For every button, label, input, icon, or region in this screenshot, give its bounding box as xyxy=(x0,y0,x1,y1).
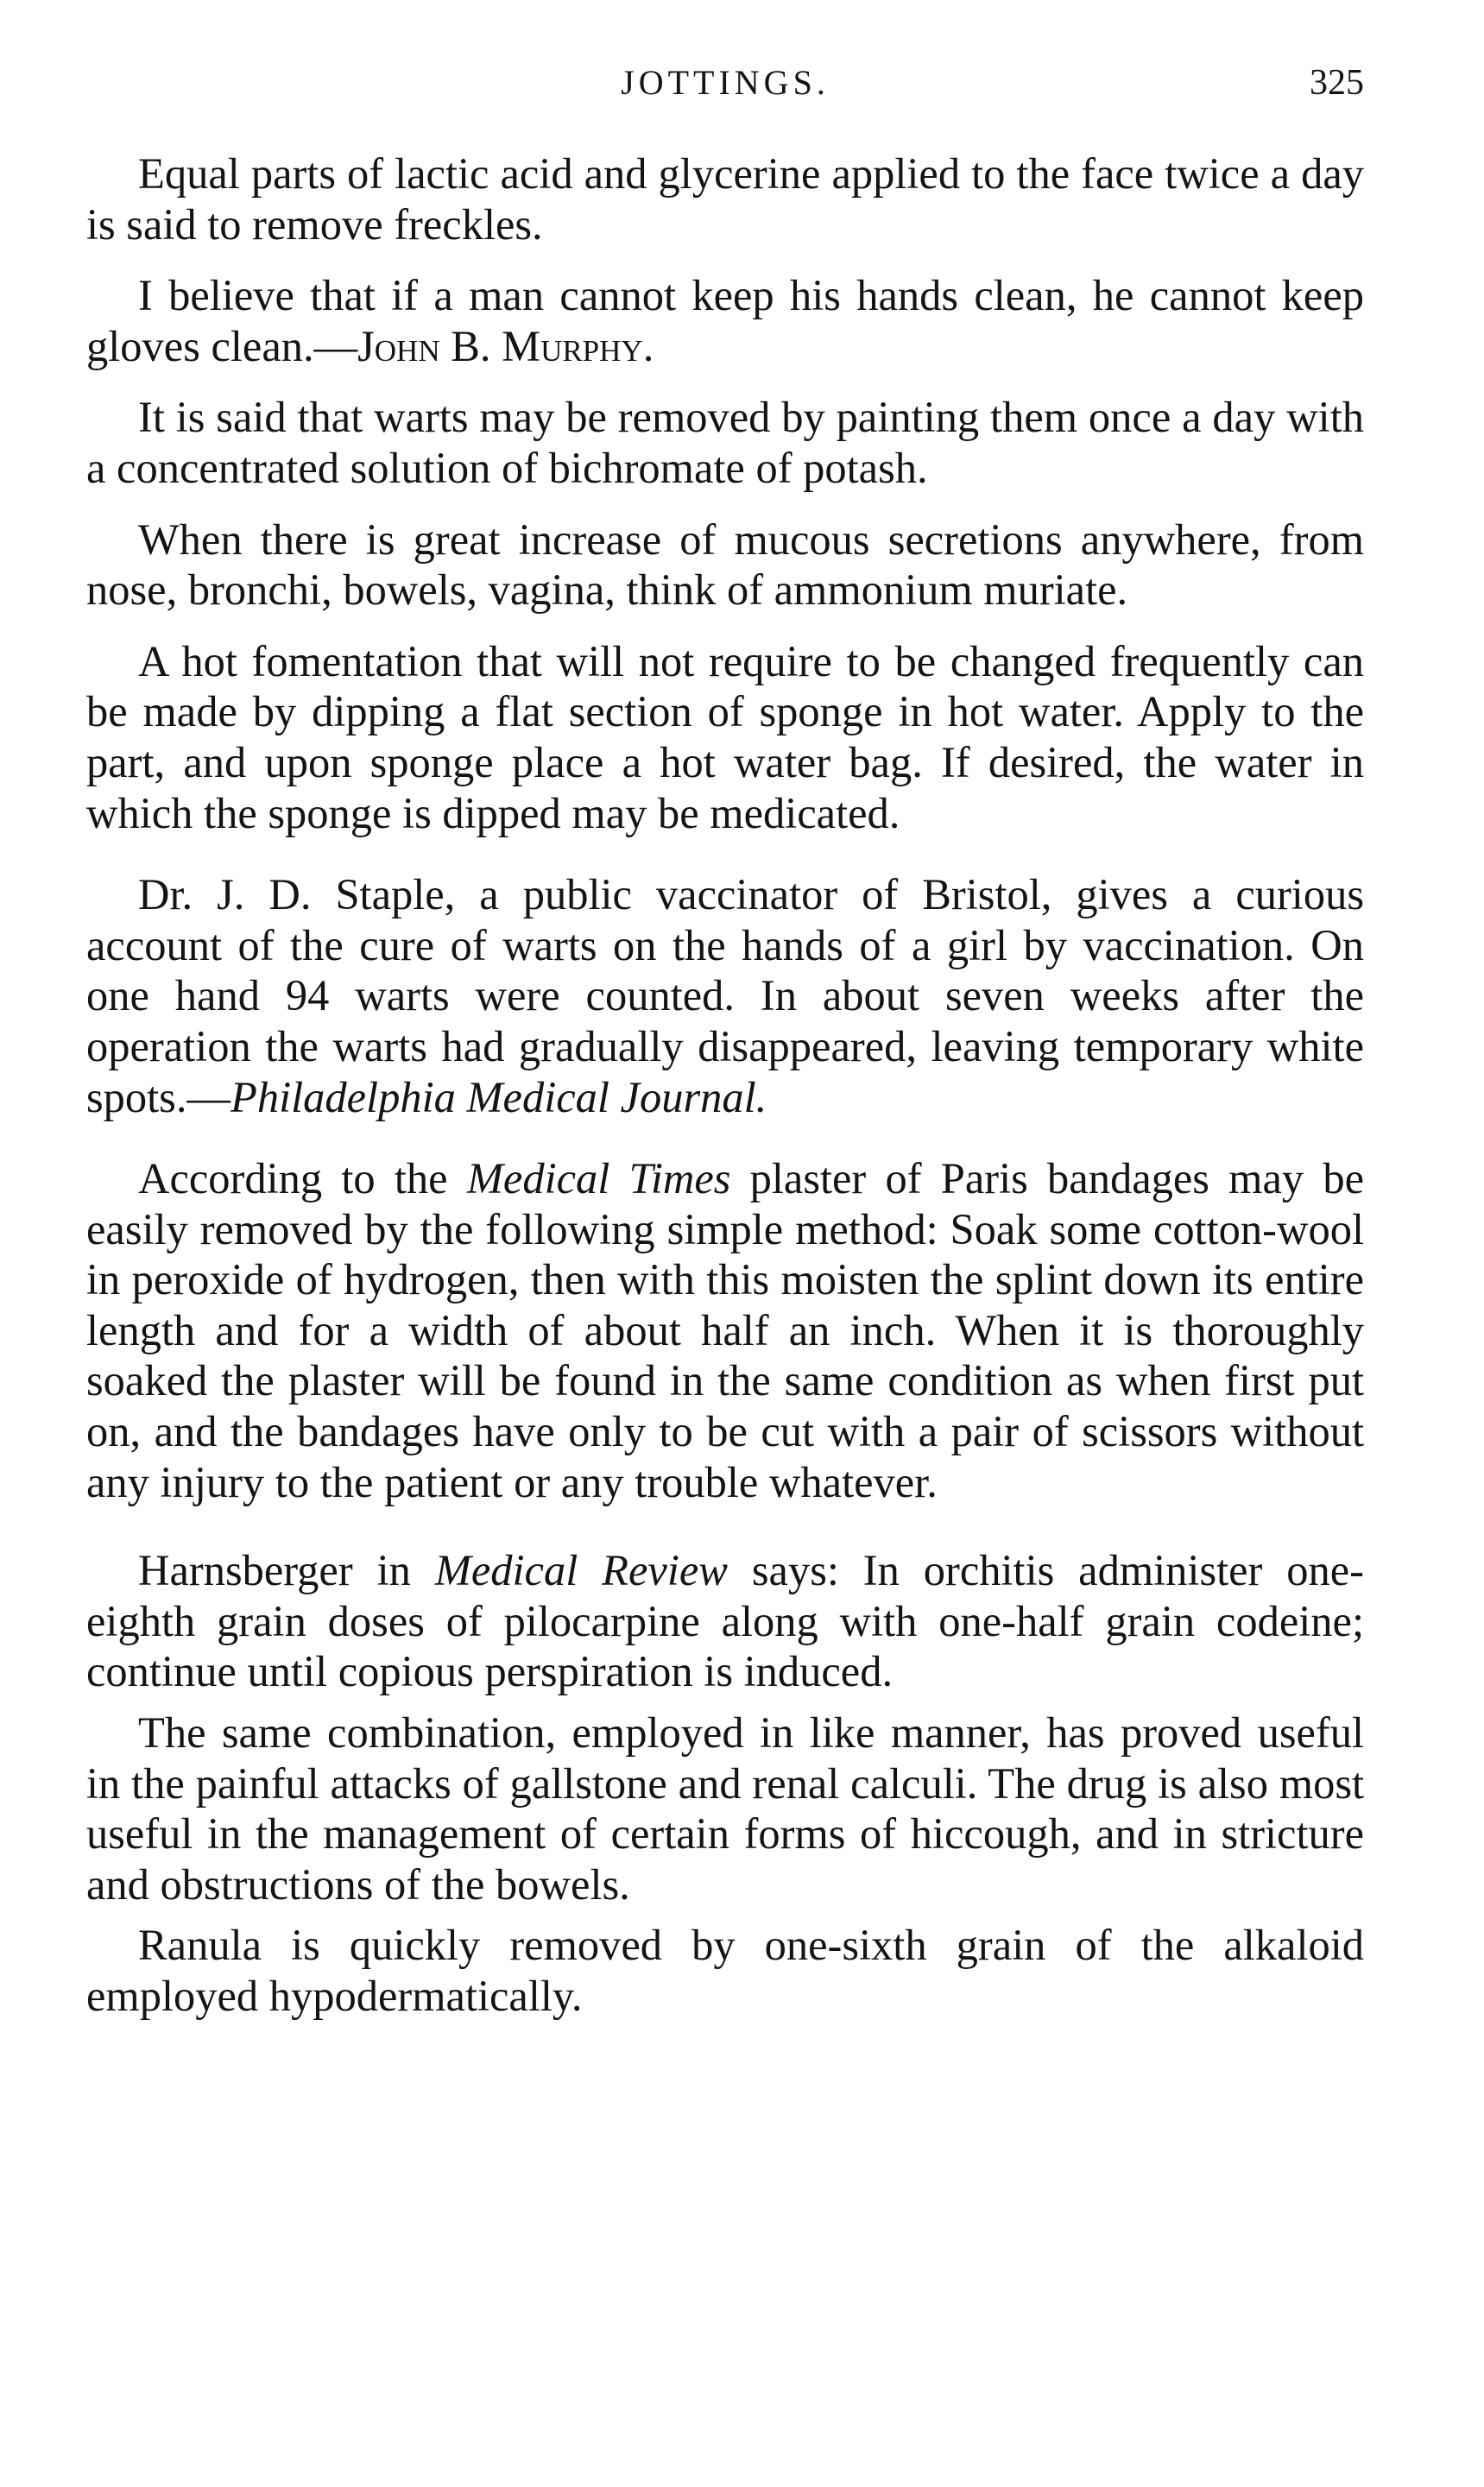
paragraph-text: When there is great increase of mucous secretions anywhere, from nose, bronchi, bowels, vagina, think of ammonium muriate. xyxy=(86,514,1364,615)
paragraph-vaccination-warts xyxy=(86,869,1364,1122)
paragraph-hot-fomentation xyxy=(86,636,1364,838)
page-number: 325 xyxy=(1310,63,1364,103)
source-citation: Medical Review xyxy=(434,1546,728,1595)
paragraph-gallstone xyxy=(86,1707,1364,1909)
paragraph-gloves xyxy=(86,270,1364,371)
paragraph-warts-bichromate xyxy=(86,392,1364,493)
source-citation: Medical Times xyxy=(466,1154,731,1203)
paragraph-mucous-secretions xyxy=(86,514,1364,615)
paragraph-text: plaster of Paris bandages may be easily removed by the following simple method: Soak some cotton-wool in peroxide of hydrogen, then with this moisten the splint down its entire length and for a width of about half an inch. When it is thoroughly soaked the plaster will be found in the same condition as when first put on, and the bandages have only to be cut with a pair of scissors without any injury to the patient or any trouble whatever. xyxy=(86,1154,1365,1506)
page-body xyxy=(86,148,1364,2022)
paragraph-lead: According to the xyxy=(138,1154,467,1203)
paragraph-freckles xyxy=(86,148,1364,249)
paragraph-text: The same combination, employed in like manner, has proved useful in the painful attacks of gallstone and renal calculi. The drug is also most useful in the management of certain forms of hiccough, and in stricture and obstructions of the bowels. xyxy=(86,1708,1364,1909)
page-header xyxy=(86,62,1364,123)
paragraph-text: It is said that warts may be removed by painting them once a day with a concentrated solution of bichromate of potash. xyxy=(86,393,1364,492)
paragraph-text: I believe that if a man cannot keep his hands clean, he cannot keep gloves clean.— xyxy=(86,271,1364,370)
paragraph-ranula xyxy=(86,1920,1364,2021)
paragraph-text: says: In orchitis administer one-eighth grain doses of pilocarpine along with one-half grain codeine; continue until copious perspiration is induced. xyxy=(86,1546,1365,1696)
quote-author: John B. Murphy. xyxy=(357,321,654,370)
paragraph-orchitis xyxy=(86,1545,1364,1697)
paragraph-lead: Harnsberger in xyxy=(138,1546,435,1595)
paragraph-plaster-bandages xyxy=(86,1153,1364,1507)
source-citation: Philadelphia Medical Journal. xyxy=(230,1072,767,1121)
paragraph-text: Equal parts of lactic acid and glycerine applied to the face twice a day is said to remove freckles. xyxy=(86,149,1364,249)
running-title: JOTTINGS. xyxy=(621,63,830,102)
paragraph-text: A hot fomentation that will not require to be changed frequently can be made by dipping a flat section of sponge in hot water. Apply to the part, and upon sponge place a hot water bag. If desired, the water in which the sponge is dipped may be medicated. xyxy=(86,636,1364,837)
paragraph-text: Ranula is quickly removed by one-sixth grain of the alkaloid employed hypodermatically. xyxy=(86,1921,1364,2020)
paragraph-text: Dr. J. D. Staple, a public vaccinator of Bristol, gives a curious account of the cure of warts on the hands of a girl by vaccination. On one hand 94 warts were counted. In about seven weeks after the operation the warts had gradually disappeared, leaving temporary white spots.— xyxy=(86,870,1364,1121)
